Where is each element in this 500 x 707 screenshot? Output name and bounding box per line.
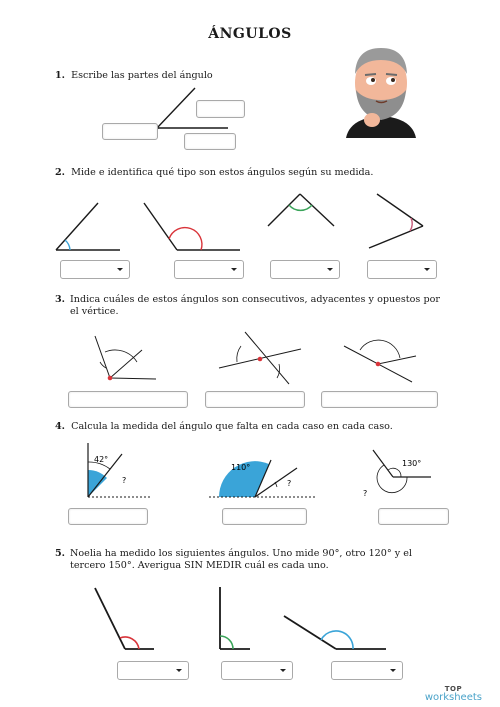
chevron-down-icon xyxy=(176,669,182,672)
chevron-down-icon xyxy=(117,268,123,271)
q2-dropdown-1[interactable] xyxy=(60,260,130,279)
page-title: ÁNGULOS xyxy=(208,26,292,42)
q4-figure-110 xyxy=(205,458,317,502)
q2-angle-green xyxy=(262,190,342,235)
q2-angle-obtuse-red xyxy=(140,195,250,255)
q2-angle-acute-blue xyxy=(50,195,130,255)
q4-answer-3[interactable] xyxy=(378,508,449,525)
q4-unknown-1: ? xyxy=(122,476,127,485)
q3-answer-1[interactable] xyxy=(68,391,188,408)
q5-angle-red xyxy=(90,583,160,653)
question-3: 3. Indica cuáles de estos ángulos son consecutivos, adyacentes y opuestos por el vértice. xyxy=(55,294,440,317)
chevron-down-icon xyxy=(390,669,396,672)
q2-angle-pink xyxy=(365,190,430,255)
q2-dropdown-2[interactable] xyxy=(174,260,244,279)
q5-dropdown-3[interactable] xyxy=(331,661,403,680)
q3-angle-consecutive xyxy=(80,330,160,385)
bald-bearded-man-avatar xyxy=(340,38,422,138)
question-2: 2. Mide e identifica qué tipo son estos ángulos según su medida. xyxy=(55,167,374,178)
q4-label-130: 130° xyxy=(402,459,422,468)
chevron-down-icon xyxy=(327,268,333,271)
question-1: 1. Escribe las partes del ángulo xyxy=(55,70,213,81)
topworksheets-logo: TOP worksheets xyxy=(424,685,482,703)
question-4: 4. Calcula la medida del ángulo que falta en cada caso en cada caso. xyxy=(55,421,393,432)
q2-dropdown-4[interactable] xyxy=(367,260,437,279)
chevron-down-icon xyxy=(231,268,237,271)
q4-figure-130 xyxy=(355,444,435,502)
q4-answer-2[interactable] xyxy=(222,508,307,525)
q3-answer-3[interactable] xyxy=(321,391,438,408)
q3-angle-opposite xyxy=(215,328,305,388)
question-5: 5. Noelia ha medido los siguientes ángulos. Uno mide 90°, otro 120° y el tercero 150°. Averigua SIN MEDIR cuál es cada uno. xyxy=(55,548,412,571)
q4-answer-1[interactable] xyxy=(68,508,148,525)
chevron-down-icon xyxy=(424,268,430,271)
answer-side-upper[interactable] xyxy=(196,100,245,118)
q4-unknown-3: ? xyxy=(363,489,368,498)
q5-dropdown-2[interactable] xyxy=(221,661,293,680)
q3-answer-2[interactable] xyxy=(205,391,305,408)
chevron-down-icon xyxy=(280,669,286,672)
q4-label-110: 110° xyxy=(231,463,251,472)
q2-dropdown-3[interactable] xyxy=(270,260,340,279)
q5-dropdown-1[interactable] xyxy=(117,661,189,680)
q5-angle-blue xyxy=(280,610,390,655)
q4-unknown-2: ? xyxy=(287,479,292,488)
answer-side-lower[interactable] xyxy=(184,133,236,150)
q3-angle-adjacent xyxy=(340,332,420,387)
q5-angle-green xyxy=(210,583,255,653)
q4-label-42: 42° xyxy=(94,455,109,464)
q4-figure-42 xyxy=(80,440,155,502)
answer-vertex[interactable] xyxy=(102,123,158,140)
